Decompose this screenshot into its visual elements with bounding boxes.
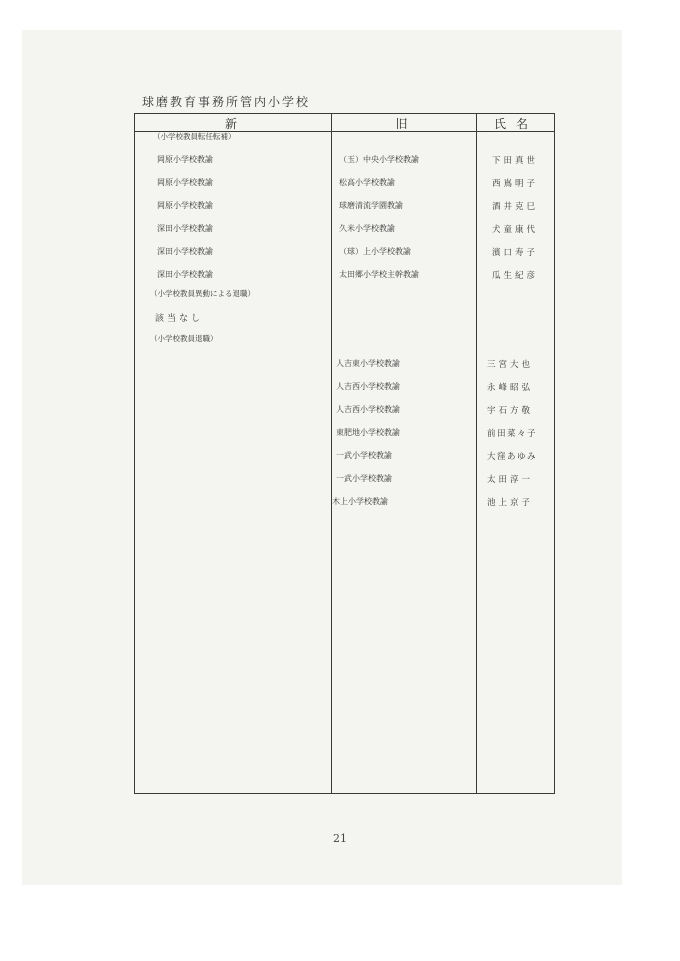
row-old-position: 東肥地小学校教諭 xyxy=(336,428,400,437)
section-label-transfer: （小学校教員転任転補） xyxy=(153,132,236,141)
row-person-name: 犬童康代 xyxy=(492,225,539,235)
row-old-position: 木上小学校教諭 xyxy=(332,497,388,506)
row-old-position: （球）上小学校教諭 xyxy=(339,247,411,256)
row-person-name: 前田菜々子 xyxy=(487,429,538,439)
row-person-name: 瓜生紀彦 xyxy=(492,271,539,281)
column-header-old: 旧 xyxy=(395,117,412,131)
column-divider-new-old xyxy=(331,114,332,793)
row-person-name: 池上京子 xyxy=(487,498,534,508)
column-header-name: 氏名 xyxy=(493,117,538,131)
row-person-name: 下田真世 xyxy=(492,156,539,166)
row-new-position: 岡原小学校教諭 xyxy=(157,201,213,210)
row-old-position: 松高小学校教諭 xyxy=(339,178,395,187)
section-label-retire: （小学校教員退職） xyxy=(150,334,218,343)
row-person-name: 宇石方敬 xyxy=(487,406,534,416)
personnel-table xyxy=(134,113,555,794)
row-old-position: （玉）中央小学校教諭 xyxy=(339,155,419,164)
row-old-position: 球磨清流学園教諭 xyxy=(339,201,403,210)
document-title: 球磨教育事務所管内小学校 xyxy=(142,95,311,109)
row-new-position: 深田小学校教諭 xyxy=(157,247,213,256)
row-new-position: 岡原小学校教諭 xyxy=(157,178,213,187)
row-person-name: 酒井克巳 xyxy=(492,202,539,212)
row-old-position: 久米小学校教諭 xyxy=(339,224,395,233)
row-old-position: 一武小学校教諭 xyxy=(336,451,392,460)
row-old-position: 一武小学校教諭 xyxy=(336,474,392,483)
row-person-name: 太田淳一 xyxy=(487,475,534,485)
row-person-name: 大窪あゆみ xyxy=(487,452,538,462)
section-label-retire-by-transfer: （小学校教員異動による退職） xyxy=(150,289,255,298)
column-header-new: 新 xyxy=(224,117,241,131)
row-person-name: 永峰昭弘 xyxy=(487,383,534,393)
row-person-name: 三宮大也 xyxy=(487,360,534,370)
row-person-name: 西嶌明子 xyxy=(492,179,539,189)
page-number: 21 xyxy=(333,832,347,845)
row-old-position: 太田郷小学校主幹教諭 xyxy=(339,270,419,279)
row-old-position: 人吉西小学校教諭 xyxy=(336,405,400,414)
none-applicable-text: 該当なし xyxy=(155,314,204,324)
row-new-position: 岡原小学校教諭 xyxy=(157,155,213,164)
row-person-name: 濱口寿子 xyxy=(492,248,539,258)
row-old-position: 人吉西小学校教諭 xyxy=(336,382,400,391)
column-divider-old-name xyxy=(476,114,477,793)
row-new-position: 深田小学校教諭 xyxy=(157,270,213,279)
row-old-position: 人吉東小学校教諭 xyxy=(336,359,400,368)
row-new-position: 深田小学校教諭 xyxy=(157,224,213,233)
